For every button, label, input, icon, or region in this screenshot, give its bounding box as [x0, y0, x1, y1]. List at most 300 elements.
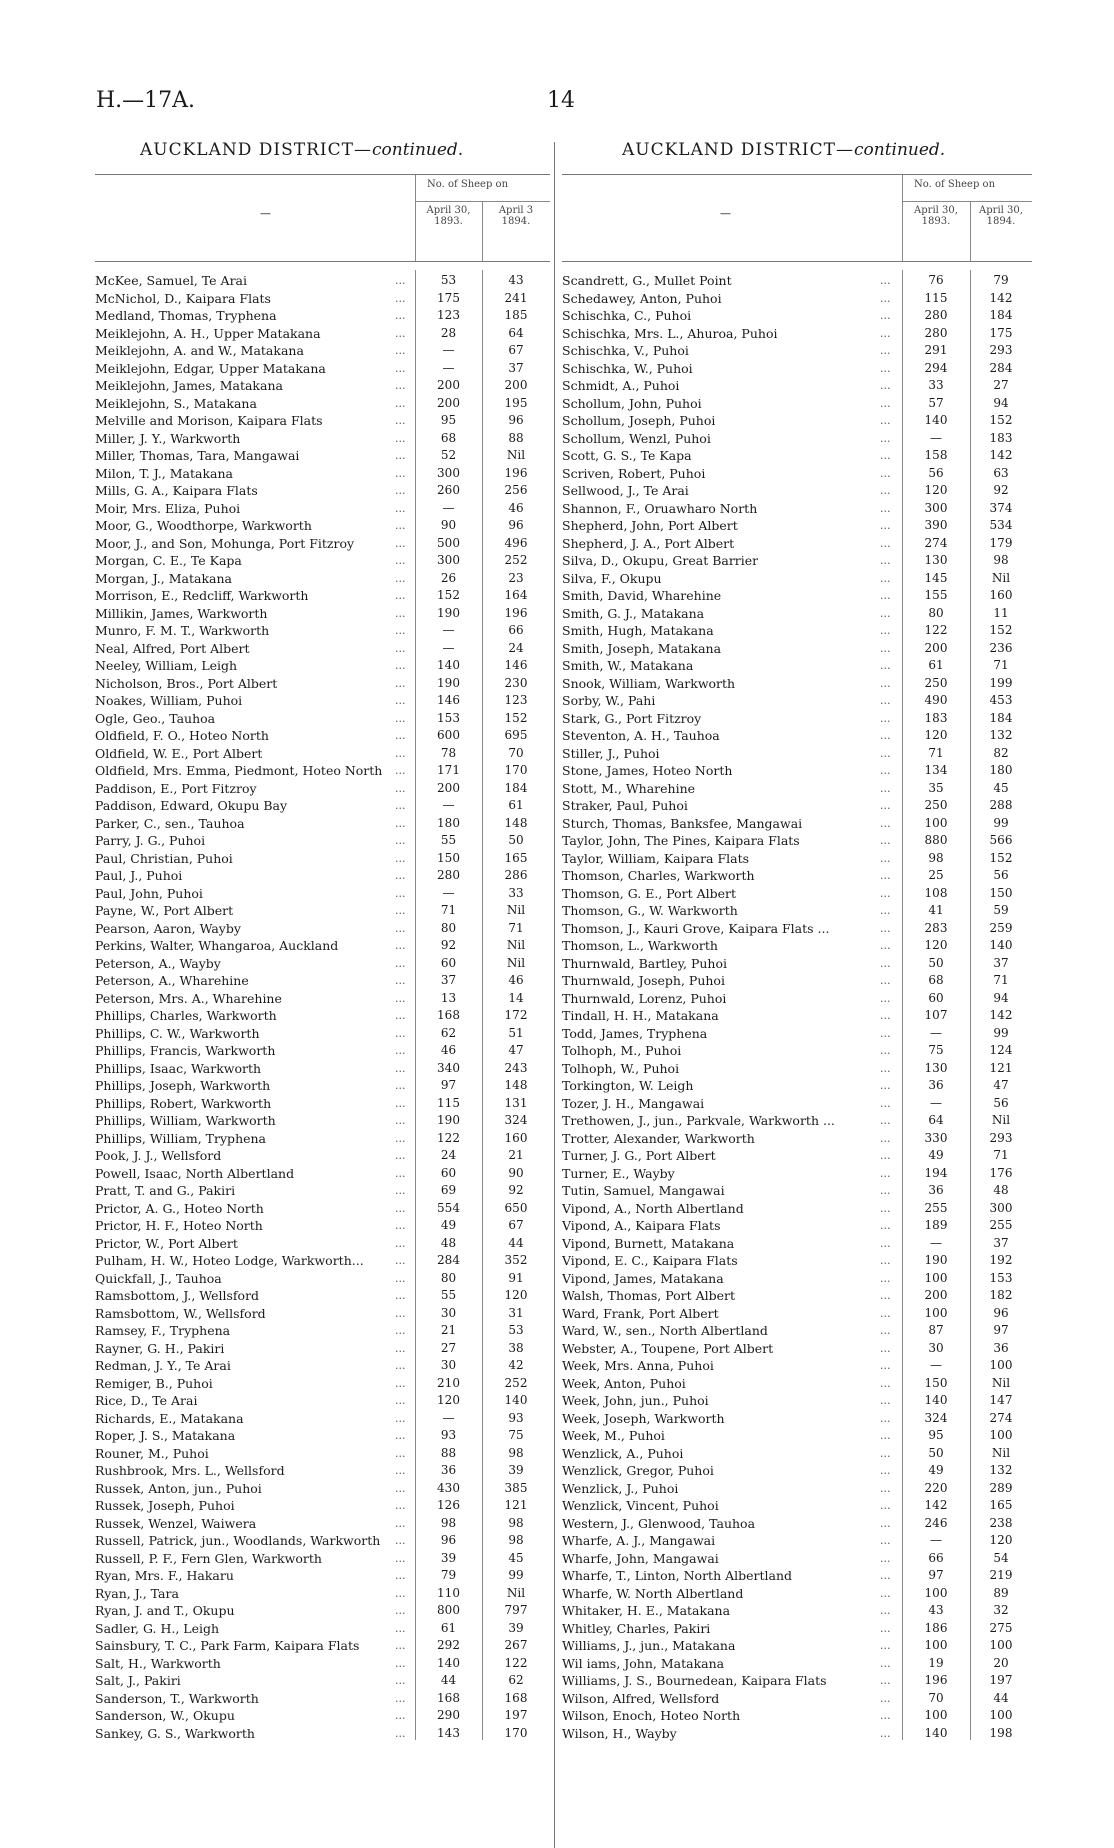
leader-dots: ...: [880, 1341, 891, 1355]
sheep-count-1894: 256: [504, 483, 528, 497]
sheep-count-1893: 153: [437, 710, 460, 725]
leader-dots: ...: [395, 1516, 406, 1530]
sheep-count-1894: 140: [504, 1393, 528, 1407]
sheep-count-1893: 96: [440, 1533, 457, 1547]
sheep-count-1894: 11: [993, 605, 1009, 620]
owner-name: Trethowen, J., jun., Parkvale, Warkworth ...: [562, 1113, 835, 1128]
owner-name: Ward, Frank, Port Albert: [562, 1305, 719, 1321]
sheep-count-1893: 97: [928, 1568, 944, 1582]
leader-dots: ...: [880, 326, 891, 340]
owner-name: Redman, J. Y., Te Arai: [95, 1358, 231, 1373]
table-row: [562, 1550, 1032, 1568]
sheep-count-1894: 238: [989, 1515, 1013, 1530]
owner-name: Sadler, G. H., Leigh: [95, 1620, 220, 1636]
sheep-count-1894: 184: [989, 710, 1013, 725]
column-1893-header-line: 1893.: [434, 216, 463, 227]
owner-name: Paul, Christian, Puhoi: [95, 850, 233, 866]
sheep-count-1893: 100: [924, 815, 948, 830]
owner-name: Smith, Hugh, Matakana: [562, 623, 714, 638]
sheep-count-1893: 500: [437, 535, 460, 550]
owner-name: Sellwood, J., Te Arai: [562, 483, 689, 498]
leader-dots: ...: [395, 1534, 406, 1547]
sheep-count-1893: 30: [440, 1305, 457, 1320]
owner-name: Ramsbottom, J., Wellsford: [95, 1288, 260, 1303]
sheep-count-1894: 183: [989, 430, 1013, 445]
leader-dots: ...: [395, 834, 406, 847]
leader-dots: ...: [395, 1621, 406, 1635]
sheep-count-1894: 374: [989, 500, 1013, 515]
sheep-count-1893: 283: [924, 920, 948, 935]
leader-dots: ...: [880, 1149, 891, 1162]
leader-dots: ...: [395, 554, 406, 567]
table-row: [562, 1427, 1032, 1445]
sheep-count-1894: 150: [989, 885, 1013, 900]
leader-dots: ...: [880, 851, 891, 865]
owner-name: Sturch, Thomas, Banksfee, Mangawai: [562, 815, 803, 831]
sheep-count-1893: 194: [924, 1165, 948, 1180]
sheep-count-1893: 100: [924, 1708, 948, 1722]
table-row: [562, 552, 1032, 570]
leader-dots: ...: [395, 1376, 406, 1390]
leader-dots: ...: [395, 1236, 406, 1250]
table-row: [562, 587, 1032, 605]
table-row: [562, 902, 1032, 920]
sheep-count-1893: —: [442, 623, 455, 637]
sheep-count-1894: 56: [993, 1095, 1009, 1110]
sheep-count-1894: 62: [508, 1673, 524, 1687]
report-code: H.—17A.: [96, 88, 196, 113]
sheep-count-1893: 120: [437, 1393, 460, 1407]
sheep-count-1894: 140: [989, 938, 1013, 952]
owner-name: Week, Mrs. Anna, Puhoi: [562, 1358, 714, 1373]
sheep-count-1893: 43: [928, 1603, 944, 1617]
sheep-count-1893: 44: [440, 1673, 457, 1687]
owner-name: Vipond, A., Kaipara Flats: [562, 1218, 721, 1233]
owner-name: Perkins, Walter, Whangaroa, Auckland: [95, 938, 339, 953]
leader-dots: ...: [880, 606, 891, 620]
owner-name: Prictor, H. F., Hoteo North: [95, 1218, 263, 1233]
sheep-count-1893: 100: [924, 1270, 948, 1285]
sheep-count-1893: 98: [928, 850, 944, 865]
owner-name: Torkington, W. Leigh: [562, 1078, 694, 1093]
leader-dots: ...: [880, 1691, 891, 1705]
leader-dots: ...: [395, 484, 406, 497]
sheep-count-1893: —: [930, 1025, 942, 1040]
owner-name: Schollum, John, Puhoi: [562, 395, 702, 411]
owner-name: Wharfe, A. J., Mangawai: [562, 1533, 716, 1548]
sheep-count-1893: 100: [924, 1585, 948, 1600]
owner-name: Meiklejohn, Edgar, Upper Matakana: [95, 360, 326, 376]
owner-name: Wenzlick, A., Puhoi: [562, 1445, 684, 1461]
sheep-count-1894: 152: [989, 623, 1013, 637]
table-row: [562, 1480, 1032, 1498]
leader-dots: ...: [395, 764, 406, 777]
table-row: [562, 605, 1032, 623]
owner-name: Phillips, C. W., Warkworth: [95, 1025, 260, 1041]
sheep-count-1894: 20: [993, 1655, 1009, 1670]
owner-name: Schischka, W., Puhoi: [562, 360, 693, 376]
sheep-count-1893: —: [442, 500, 455, 515]
owner-name: Russell, Patrick, jun., Woodlands, Warkworth: [95, 1533, 381, 1548]
sheep-count-1894: 45: [993, 780, 1009, 795]
sheep-count-1894: 184: [989, 308, 1013, 322]
sheep-count-1894: 160: [989, 588, 1013, 602]
sheep-count-1894: 172: [504, 1008, 528, 1022]
sheep-count-1893: 108: [924, 885, 948, 900]
sheep-count-1893: 95: [440, 413, 457, 427]
leader-dots: ...: [395, 274, 406, 287]
leader-dots: ...: [395, 326, 406, 340]
column-1894-header-line: April 30,: [979, 205, 1023, 216]
owner-name: Western, J., Glenwood, Tauhoa: [562, 1515, 756, 1531]
sheep-count-1893: 290: [437, 1708, 460, 1722]
sheep-count-1893: 600: [437, 728, 460, 742]
center-divider: [554, 142, 555, 1848]
sheep-count-1893: 49: [440, 1218, 457, 1232]
owner-name: Payne, W., Port Albert: [95, 903, 234, 918]
owner-name: Shepherd, John, Port Albert: [562, 518, 738, 533]
table-row: [562, 1060, 1032, 1078]
table-row: [562, 1217, 1032, 1235]
leader-dots: ...: [395, 781, 406, 795]
owner-name: Wenzlick, Gregor, Puhoi: [562, 1463, 714, 1478]
leader-dots: ...: [880, 869, 891, 882]
sheep-count-1893: 158: [924, 448, 948, 462]
leader-dots: ...: [880, 1254, 891, 1267]
sheep-count-1893: —: [442, 798, 455, 812]
sheep-count-1894: 147: [989, 1393, 1013, 1407]
owner-name: Shannon, F., Oruawharo North: [562, 500, 758, 516]
sheep-count-1894: 71: [508, 920, 524, 935]
sheep-count-1894: 37: [993, 955, 1009, 970]
leader-dots: ...: [880, 589, 891, 602]
sheep-count-1894: Nil: [506, 955, 526, 970]
sheep-count-1893: 100: [924, 1305, 948, 1320]
sheep-count-1894: 170: [504, 1725, 528, 1740]
leader-dots: ...: [880, 764, 891, 777]
sheep-count-1894: 123: [504, 693, 528, 707]
owner-name: Stone, James, Hoteo North: [562, 763, 733, 778]
owner-name: Vipond, E. C., Kaipara Flats: [562, 1253, 738, 1268]
sheep-count-1893: 300: [437, 465, 460, 480]
leader-dots: ...: [395, 904, 406, 917]
owner-name: Thomson, G., W. Warkworth: [562, 903, 738, 918]
sheep-count-1894: 47: [993, 1078, 1009, 1092]
owner-name: Remiger, B., Puhoi: [95, 1375, 213, 1391]
leader-dots: ...: [395, 536, 406, 550]
sheep-count-1894: 192: [989, 1253, 1013, 1267]
right-district-heading: [622, 140, 945, 160]
leader-dots: ...: [395, 851, 406, 865]
sheep-count-1894: Nil: [991, 1113, 1011, 1127]
sheep-count-1894: 98: [993, 553, 1009, 567]
sheep-count-1893: —: [442, 640, 455, 655]
leader-dots: ...: [880, 956, 891, 970]
sheep-count-1894: 61: [508, 798, 524, 812]
owner-name: Melville and Morison, Kaipara Flats: [95, 413, 323, 428]
sheep-count-1894: 152: [989, 413, 1013, 427]
sheep-count-1893: 115: [924, 290, 948, 305]
sheep-count-1893: —: [442, 885, 455, 900]
owner-name: Smith, G. J., Matakana: [562, 605, 705, 621]
sheep-count-1894: 91: [508, 1270, 524, 1285]
sheep-count-1894: 199: [989, 675, 1013, 690]
sheep-count-1894: 98: [508, 1533, 524, 1547]
column-1893-header-line: April 30,: [914, 205, 958, 216]
table-row: [562, 920, 1032, 938]
leader-dots: ...: [880, 816, 891, 830]
leader-dots: ...: [395, 1481, 406, 1495]
leader-dots: ...: [395, 519, 406, 532]
sheep-count-1894: 453: [989, 693, 1013, 707]
leader-dots: ...: [880, 1306, 891, 1320]
sheep-count-1893: 55: [440, 1288, 457, 1302]
sheep-count-1893: 93: [440, 1428, 457, 1442]
leader-dots: ...: [395, 694, 406, 707]
sheep-count-1893: 190: [437, 675, 460, 690]
leader-dots: ...: [880, 1551, 891, 1565]
sheep-count-1893: 142: [924, 1498, 948, 1512]
sheep-count-1893: 171: [437, 763, 460, 777]
owner-name: Wil iams, John, Matakana: [562, 1655, 725, 1671]
leader-dots: ...: [395, 659, 406, 672]
sheep-count-1894: 100: [989, 1428, 1013, 1442]
sheep-count-1893: 48: [440, 1235, 457, 1250]
owner-name: Tolhoph, M., Puhoi: [562, 1043, 682, 1058]
sheep-count-1893: 61: [928, 658, 944, 672]
sheep-count-1894: 197: [989, 1673, 1013, 1687]
owner-name: Turner, E., Wayby: [562, 1165, 675, 1181]
header-rule: [902, 201, 1032, 202]
owner-name: Schischka, V., Puhoi: [562, 343, 689, 358]
leader-dots: ...: [880, 694, 891, 707]
owner-name: Straker, Paul, Puhoi: [562, 798, 688, 813]
table-row: [562, 465, 1032, 483]
sheep-count-1894: 42: [508, 1358, 524, 1372]
sheep-count-1893: 75: [928, 1043, 944, 1057]
sheep-count-1894: 184: [504, 780, 528, 795]
owner-name: Tolhoph, W., Puhoi: [562, 1060, 680, 1076]
sheep-count-1894: 100: [989, 1708, 1013, 1722]
sheep-count-1893: 143: [437, 1725, 460, 1740]
leader-dots: ...: [880, 309, 891, 322]
sheep-count-1893: 190: [924, 1253, 948, 1267]
owner-name: Taylor, William, Kaipara Flats: [562, 850, 750, 866]
sheep-count-1894: 120: [989, 1533, 1013, 1547]
leader-dots: ...: [880, 1184, 891, 1197]
column-1893-header-line: April 30,: [426, 205, 471, 216]
sheep-count-1894: 24: [508, 640, 524, 655]
owner-name: Rushbrook, Mrs. L., Wellsford: [95, 1463, 285, 1478]
sheep-count-1894: 695: [504, 728, 528, 742]
leader-dots: ...: [880, 1516, 891, 1530]
table-row: [562, 1235, 1032, 1253]
sheep-count-1893: 152: [437, 588, 460, 602]
leader-dots: ...: [395, 746, 406, 760]
table-body: [562, 272, 1032, 1742]
table-row: [562, 360, 1032, 378]
owner-name: Prictor, A. G., Hoteo North: [95, 1200, 264, 1216]
leader-dots: ...: [880, 1674, 891, 1687]
sheep-count-1893: 168: [437, 1008, 460, 1022]
leader-dots: ...: [395, 571, 406, 585]
table-row: [562, 955, 1032, 973]
leader-dots: ...: [395, 1464, 406, 1477]
table-row: [562, 1025, 1032, 1043]
leader-dots: ...: [880, 1569, 891, 1582]
owner-name: Rayner, G. H., Pakiri: [95, 1340, 225, 1356]
sheep-count-1894: 99: [508, 1568, 524, 1582]
table-row: [562, 272, 1032, 290]
sheep-count-1893: 292: [437, 1638, 460, 1652]
owner-name: Scriven, Robert, Puhoi: [562, 465, 706, 481]
leader-dots: ...: [395, 799, 406, 812]
sheep-count-1894: 71: [993, 973, 1009, 987]
sheep-count-1893: 390: [924, 518, 948, 532]
leader-dots: ...: [880, 1324, 891, 1337]
owner-name: McNichol, D., Kaipara Flats: [95, 290, 271, 306]
owner-name: Peterson, Mrs. A., Wharehine: [95, 990, 282, 1006]
sheep-count-1893: 140: [924, 1725, 948, 1740]
sheep-count-1893: 200: [924, 640, 948, 655]
sheep-count-1894: 274: [989, 1410, 1013, 1425]
leader-dots: ...: [395, 1411, 406, 1425]
table-row: [562, 1585, 1032, 1603]
sheep-count-1894: 148: [504, 1078, 528, 1092]
sheep-count-1893: 330: [924, 1130, 948, 1145]
sheep-count-1893: 60: [440, 955, 457, 970]
table-row: [562, 1725, 1032, 1743]
leader-dots: ...: [880, 886, 891, 900]
sheep-count-1893: 56: [928, 465, 944, 480]
owner-name: Smith, David, Wharehine: [562, 588, 722, 603]
sheep-count-1894: 153: [989, 1270, 1013, 1285]
sheep-count-1894: 90: [508, 1165, 524, 1180]
table-row: [562, 1182, 1032, 1200]
leader-dots: ...: [880, 1394, 891, 1407]
sheep-count-1893: —: [930, 1235, 942, 1250]
sheep-count-1893: 200: [437, 378, 460, 392]
sheep-count-1893: 246: [924, 1515, 948, 1530]
sheep-count-1893: —: [930, 1358, 942, 1372]
owner-name: Russell, P. F., Fern Glen, Warkworth: [95, 1550, 322, 1566]
table-header: [95, 174, 550, 262]
leader-dots: ...: [880, 1236, 891, 1250]
sheep-count-1894: 21: [508, 1148, 524, 1162]
sheep-count-1893: 13: [440, 990, 457, 1005]
column-1894-header-line: 1894.: [501, 216, 531, 227]
sheep-count-1893: 80: [440, 1270, 457, 1285]
leader-dots: ...: [880, 501, 891, 515]
owner-name: Tutin, Samuel, Mangawai: [562, 1183, 725, 1198]
table-row: [562, 1322, 1032, 1340]
owner-name: Stott, M., Wharehine: [562, 780, 696, 796]
leader-dots: ...: [880, 1289, 891, 1302]
owner-name: Pratt, T. and G., Pakiri: [95, 1183, 236, 1198]
sheep-count-1894: 66: [508, 623, 524, 637]
owner-name: Thomson, J., Kauri Grove, Kaipara Flats ...: [562, 920, 830, 936]
owner-name: Wilson, H., Wayby: [562, 1725, 677, 1741]
table-row: [562, 1707, 1032, 1725]
owner-name: Richards, E., Matakana: [95, 1410, 244, 1426]
sheep-count-1893: 155: [924, 588, 948, 602]
sheep-count-1893: 76: [928, 273, 944, 287]
sheep-count-1894: 168: [504, 1690, 528, 1705]
sheep-count-1894: 289: [989, 1480, 1013, 1495]
leader-dots: ...: [395, 1446, 406, 1460]
table-row: [562, 1462, 1032, 1480]
sheep-count-header: No. of Sheep on: [427, 179, 509, 190]
table-row: [562, 1375, 1032, 1393]
sheep-count-1894: 93: [508, 1410, 524, 1425]
owner-name: Thurnwald, Bartley, Puhoi: [562, 955, 727, 971]
leader-dots: ...: [880, 449, 891, 462]
sheep-count-1894: 236: [989, 640, 1013, 655]
leader-dots: ...: [880, 1009, 891, 1022]
table-row: [562, 1165, 1032, 1183]
leader-dots: ...: [880, 974, 891, 987]
owner-name: Moir, Mrs. Eliza, Puhoi: [95, 500, 241, 516]
sheep-count-1893: 340: [437, 1060, 460, 1075]
sheep-count-1893: 291: [924, 343, 948, 357]
sheep-count-1893: 294: [924, 360, 948, 375]
sheep-count-1894: 152: [504, 710, 528, 725]
owner-name: Pook, J. J., Wellsford: [95, 1148, 222, 1163]
leader-dots: ...: [880, 1411, 891, 1425]
sheep-count-1893: —: [930, 430, 942, 445]
name-column-dash: —: [260, 207, 271, 220]
owner-name: Meiklejohn, S., Matakana: [95, 395, 257, 411]
sheep-count-1894: 88: [508, 430, 524, 445]
leader-dots: ...: [395, 1184, 406, 1197]
sheep-count-1894: 385: [504, 1480, 528, 1495]
owner-name: Steventon, A. H., Tauhoa: [562, 728, 720, 743]
sheep-count-1893: 190: [437, 1113, 460, 1127]
sheep-count-1894: 243: [504, 1060, 528, 1075]
sheep-count-header: No. of Sheep on: [914, 179, 996, 190]
sheep-count-1893: 200: [437, 780, 460, 795]
owner-name: Noakes, William, Puhoi: [95, 693, 243, 708]
sheep-count-1894: 96: [508, 518, 524, 532]
sheep-count-1893: 95: [928, 1428, 944, 1442]
table-row: [562, 1007, 1032, 1025]
sheep-count-1894: 293: [989, 343, 1013, 357]
sheep-count-1894: 122: [504, 1655, 528, 1670]
owner-name: Powell, Isaac, North Albertland: [95, 1165, 295, 1181]
leader-dots: ...: [395, 361, 406, 375]
sheep-count-1893: 70: [928, 1690, 944, 1705]
owner-name: Sainsbury, T. C., Park Farm, Kaipara Flats: [95, 1638, 360, 1653]
sheep-count-1894: 37: [508, 360, 524, 375]
leader-dots: ...: [880, 1359, 891, 1372]
sheep-count-1893: 80: [440, 920, 457, 935]
table-row: [562, 1287, 1032, 1305]
owner-name: Schischka, C., Puhoi: [562, 308, 692, 323]
sheep-count-1893: 36: [928, 1183, 944, 1197]
owner-name: Phillips, Isaac, Warkworth: [95, 1060, 262, 1076]
sheep-count-1893: 123: [437, 308, 460, 322]
sheep-count-1894: 797: [504, 1603, 528, 1617]
leader-dots: ...: [880, 904, 891, 917]
leader-dots: ...: [395, 1254, 406, 1267]
sheep-count-1894: 98: [508, 1445, 524, 1460]
leader-dots: ...: [395, 1324, 406, 1337]
owner-name: Tindall, H. H., Matakana: [562, 1008, 719, 1023]
leader-dots: ...: [395, 1499, 406, 1512]
sheep-count-1893: 190: [437, 605, 460, 620]
page-number: 14: [547, 88, 575, 113]
sheep-count-1893: 134: [924, 763, 948, 777]
